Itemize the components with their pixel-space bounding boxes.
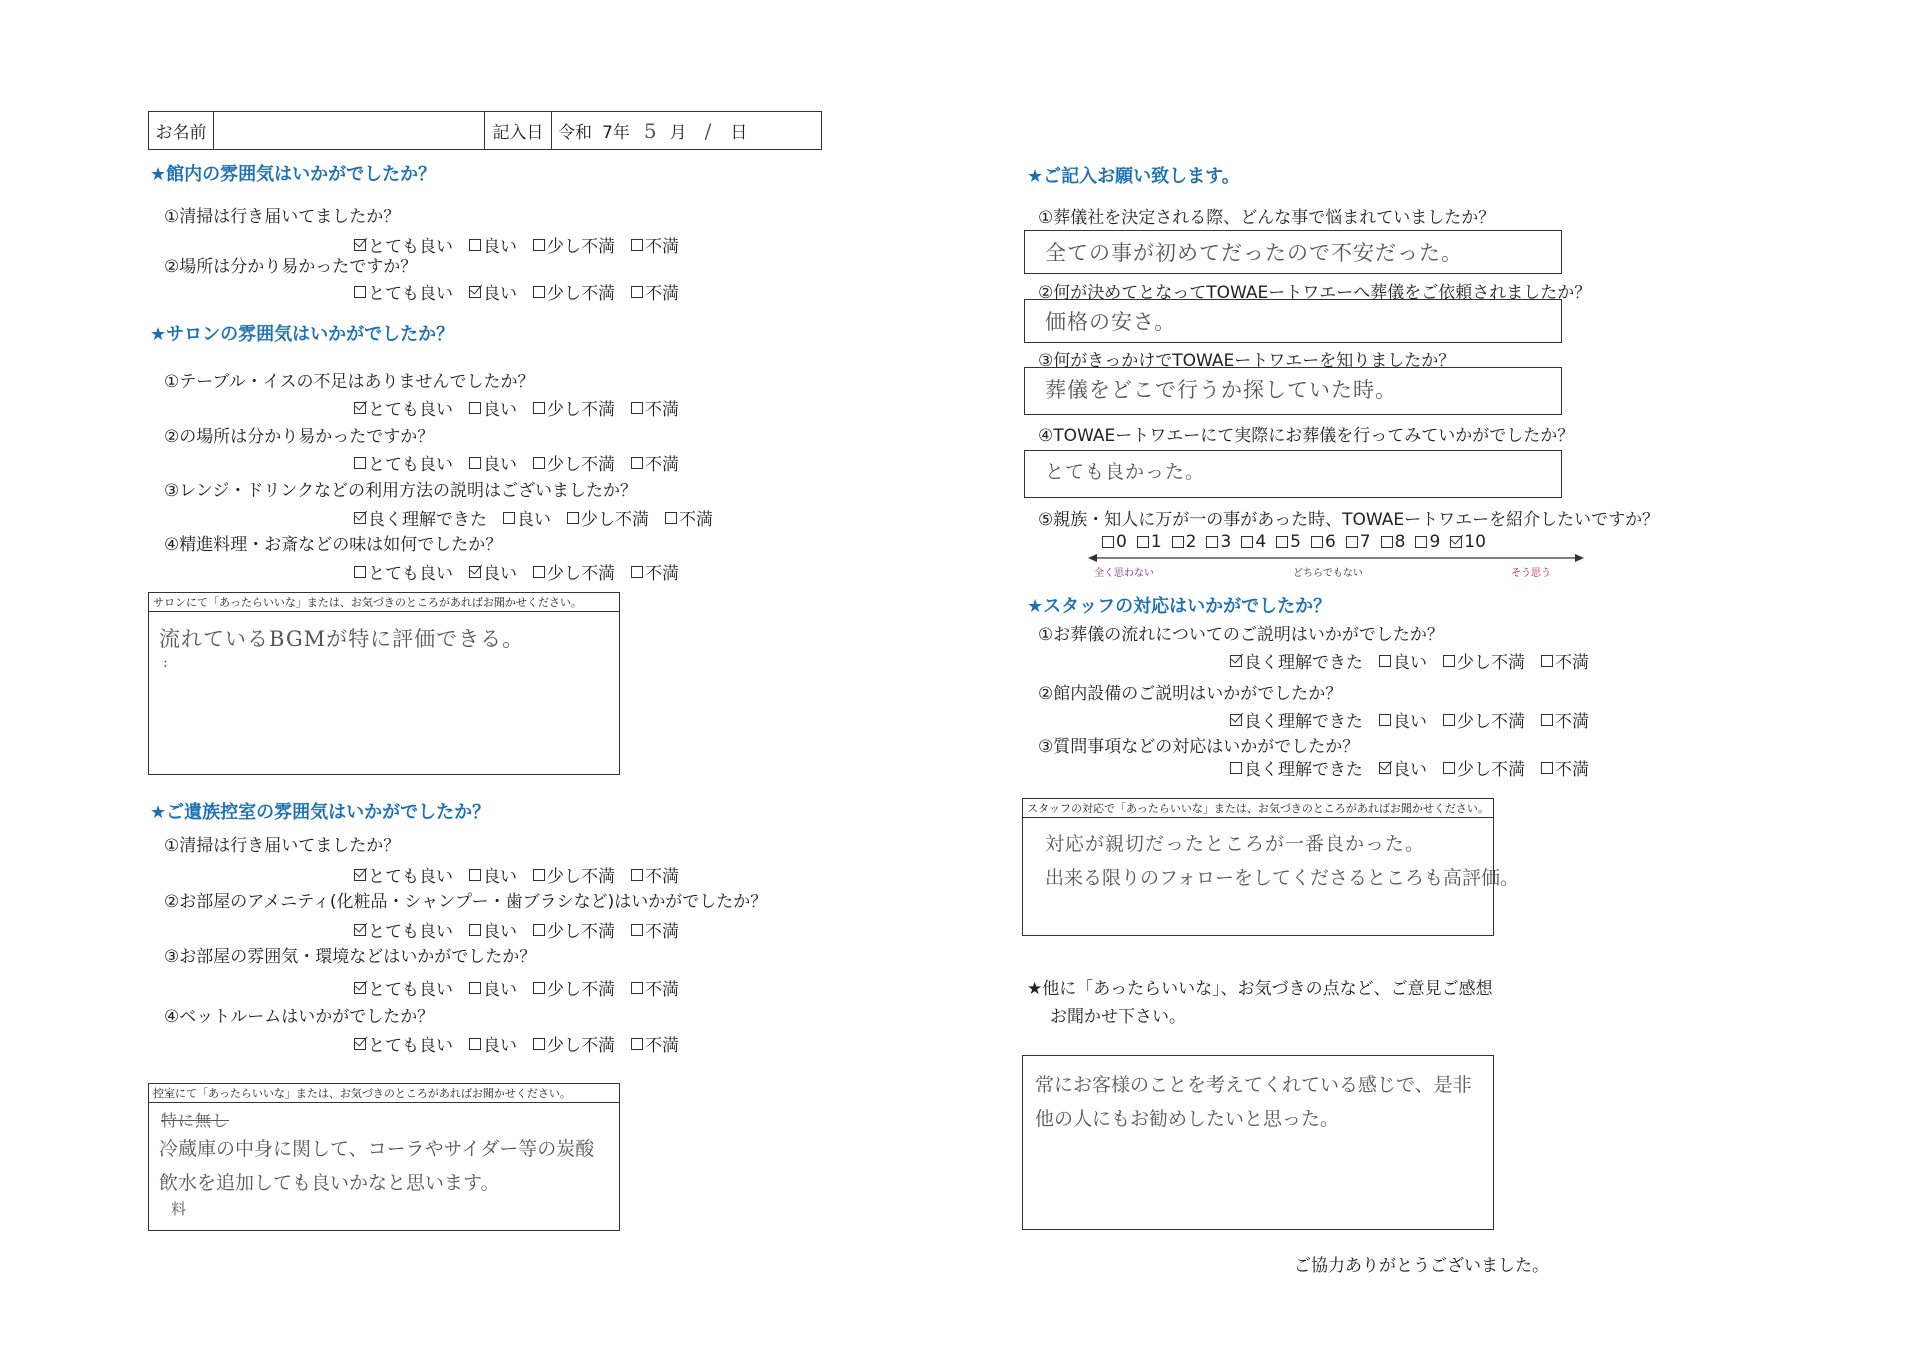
option-item[interactable] [631, 975, 679, 1000]
option-label: とても良い [368, 455, 453, 475]
option-label: 少し不満 [547, 237, 615, 257]
checkbox-icon[interactable] [1381, 536, 1393, 548]
scale-option-label: 10 [1464, 532, 1486, 552]
question-salon-q3: ③レンジ・ドリンクなどの利用方法の説明はございましたか？ [164, 481, 638, 501]
answer-box-q4[interactable] [1024, 450, 1562, 498]
rating-scale [1088, 530, 1584, 578]
option-item[interactable] [469, 1031, 517, 1056]
header-form-row [148, 111, 822, 150]
checkbox-icon[interactable] [354, 869, 366, 881]
options-family-q1 [354, 862, 695, 887]
day-value: / [704, 118, 713, 143]
option-label: 不満 [1555, 760, 1589, 780]
scale-option[interactable] [1102, 532, 1127, 552]
checkbox-icon[interactable] [533, 286, 545, 298]
options-salon-q1 [354, 395, 695, 420]
other-comment-line1: 常にお客様のことを考えてくれている感じで、是非 [1035, 1074, 1472, 1096]
family-comment-line1: 冷蔵庫の中身に関して、コーラやサイダー等の炭酸 [159, 1138, 595, 1160]
checkbox-icon[interactable] [354, 239, 366, 251]
option-label: 良い [483, 455, 517, 475]
option-item[interactable] [533, 917, 615, 942]
answer-box-q2[interactable] [1024, 299, 1562, 343]
family-comment-header: 控室にて「あったらいいな」または、お気づきのところがあればお聞かせください。 [149, 1084, 619, 1103]
option-item[interactable] [469, 559, 517, 584]
family-comment-strikethrough: 特に無し [161, 1111, 230, 1130]
checkbox-icon[interactable] [469, 239, 481, 251]
checkbox-icon[interactable] [533, 869, 545, 881]
option-item[interactable] [631, 917, 679, 942]
section-title-staff: ★スタッフの対応はいかがでしたか？ [1027, 596, 1332, 617]
question-hall-q1: ①清掃は行き届いてましたか？ [164, 207, 401, 227]
checkbox-icon[interactable] [1541, 655, 1553, 667]
option-item[interactable] [665, 505, 713, 530]
scale-option[interactable] [1137, 532, 1162, 552]
question-family-q3: ③お部屋の雰囲気・環境などはいかがでしたか？ [164, 947, 537, 967]
staff-comment-line2: 出来る限りのフォローをしてくださるところも高評価。 [1045, 867, 1520, 889]
option-item[interactable] [533, 862, 615, 887]
option-item[interactable] [1230, 648, 1363, 673]
name-label: お名前 [149, 112, 214, 149]
option-item[interactable] [1230, 707, 1363, 732]
option-item[interactable] [631, 232, 679, 257]
option-item[interactable] [1230, 755, 1363, 780]
checkbox-icon[interactable] [1443, 655, 1455, 667]
checkbox-icon[interactable] [1379, 762, 1391, 774]
checkbox-icon[interactable] [354, 402, 366, 414]
date-field[interactable] [552, 112, 821, 149]
option-label: 不満 [645, 237, 679, 257]
scale-label-low: 全く思わない [1094, 568, 1154, 579]
answer-q1: 全ての事が初めてだったので不安だった。 [1045, 241, 1463, 265]
scale-option[interactable] [1241, 532, 1266, 552]
option-label: 良い [483, 237, 517, 257]
option-item[interactable] [1541, 648, 1589, 673]
option-item[interactable] [533, 395, 615, 420]
option-item[interactable] [631, 1031, 679, 1056]
option-label: 良い [483, 284, 517, 304]
scale-option[interactable] [1172, 532, 1197, 552]
family-comment-box[interactable] [148, 1083, 620, 1231]
option-label: 不満 [645, 564, 679, 584]
option-item[interactable] [1379, 755, 1427, 780]
question-salon-q1: ①テーブル・イスの不足はありませんでしたか？ [164, 372, 535, 392]
staff-comment-box[interactable] [1022, 798, 1520, 936]
checkbox-icon[interactable] [1541, 762, 1553, 774]
day-unit: 日 [730, 123, 748, 143]
checkbox-icon[interactable] [354, 512, 366, 524]
scale-option-label: 6 [1324, 532, 1336, 552]
option-item[interactable] [533, 559, 615, 584]
options-staff-q2 [1230, 707, 1605, 732]
option-label: 少し不満 [547, 564, 615, 584]
option-label: 良く理解できた [1244, 653, 1363, 673]
options-salon-q2 [354, 450, 695, 475]
option-label: 良い [1393, 653, 1427, 673]
checkbox-icon[interactable] [354, 924, 366, 936]
option-item[interactable] [533, 975, 615, 1000]
checkbox-icon[interactable] [1450, 536, 1462, 548]
option-item[interactable] [533, 1031, 615, 1056]
checkbox-icon[interactable] [469, 566, 481, 578]
option-label: 良い [483, 1036, 517, 1056]
option-label: 良い [517, 510, 551, 530]
answer-q3: 葬儀をどこで行うか探していた時。 [1045, 378, 1397, 402]
checkbox-icon[interactable] [1230, 655, 1242, 667]
option-label: とても良い [368, 564, 453, 584]
option-label: 少し不満 [547, 455, 615, 475]
options-salon-q4 [354, 559, 695, 584]
option-label: 不満 [1555, 712, 1589, 732]
checkbox-icon[interactable] [533, 924, 545, 936]
question-staff-q3: ③質問事項などの対応はいかがでしたか？ [1038, 737, 1360, 757]
option-label: 良い [483, 400, 517, 420]
option-item[interactable] [1443, 707, 1525, 732]
option-item[interactable] [631, 450, 679, 475]
option-label: 少し不満 [547, 867, 615, 887]
question-staff-q2: ②館内設備のご説明はいかがでしたか？ [1038, 684, 1343, 704]
checkbox-icon[interactable] [469, 982, 481, 994]
scale-option[interactable] [1276, 532, 1301, 552]
checkbox-icon[interactable] [1206, 536, 1218, 548]
thanks-message: ご協力ありがとうございました。 [1294, 1256, 1549, 1276]
option-item[interactable] [469, 862, 517, 887]
salon-comment-line1: 流れているBGMが特に評価できる。 [159, 627, 525, 651]
checkbox-icon[interactable] [567, 512, 579, 524]
option-item[interactable] [469, 917, 517, 942]
checkbox-icon[interactable] [1172, 536, 1184, 548]
checkbox-icon[interactable] [533, 566, 545, 578]
checkbox-icon[interactable] [1102, 536, 1114, 548]
checkbox-icon[interactable] [631, 566, 643, 578]
option-label: 良く理解できた [1244, 760, 1363, 780]
checkbox-icon[interactable] [354, 457, 366, 469]
checkbox-icon[interactable] [1311, 536, 1323, 548]
answer-box-q1[interactable] [1024, 230, 1562, 274]
option-label: 不満 [645, 400, 679, 420]
option-item[interactable] [354, 450, 453, 475]
option-item[interactable] [533, 279, 615, 304]
option-label: 不満 [645, 284, 679, 304]
checkbox-icon[interactable] [354, 286, 366, 298]
checkbox-icon[interactable] [533, 457, 545, 469]
checkbox-icon[interactable] [631, 924, 643, 936]
option-label: 良く理解できた [368, 510, 487, 530]
section-title-hall: ★館内の雰囲気はいかがでしたか？ [150, 164, 437, 185]
checkbox-icon[interactable] [354, 982, 366, 994]
question-family-q2: ②お部屋のアメニティ(化粧品・シャンプー・歯ブラシなど)はいかがでしたか？ [164, 892, 768, 912]
option-label: 不満 [645, 922, 679, 942]
checkbox-icon[interactable] [1379, 655, 1391, 667]
checkbox-icon[interactable] [533, 239, 545, 251]
option-item[interactable] [567, 505, 649, 530]
option-label: 少し不満 [1457, 760, 1525, 780]
question-request-q3: ③何がきっかけでTOWAEートワエーを知りましたか？ [1038, 351, 1456, 371]
scale-option[interactable] [1381, 532, 1406, 552]
option-label: とても良い [368, 400, 453, 420]
option-item[interactable] [631, 862, 679, 887]
option-label: 良い [1393, 712, 1427, 732]
option-item[interactable] [1541, 755, 1589, 780]
era-label: 令和 [558, 123, 592, 143]
option-item[interactable] [354, 505, 487, 530]
scale-option-label: 5 [1290, 532, 1301, 552]
option-label: 少し不満 [581, 510, 649, 530]
checkbox-icon[interactable] [1241, 536, 1253, 548]
question-request-q4: ④TOWAEートワエーにて実際にお葬儀を行ってみていかがでしたか？ [1038, 426, 1575, 446]
option-item[interactable] [469, 395, 517, 420]
section-title-family-room: ★ご遺族控室の雰囲気はいかがでしたか？ [150, 802, 491, 823]
option-item[interactable] [1379, 648, 1427, 673]
option-item[interactable] [354, 1031, 453, 1056]
checkbox-icon[interactable] [469, 457, 481, 469]
question-request-q5: ⑤親族・知人に万が一の事があった時、TOWAEートワエーを紹介したいですか？ [1038, 510, 1660, 530]
question-salon-q2: ②の場所は分かり易かったですか？ [164, 427, 435, 447]
option-item[interactable] [354, 279, 453, 304]
rating-scale-options [1102, 532, 1496, 552]
checkbox-icon[interactable] [631, 286, 643, 298]
checkbox-icon[interactable] [1276, 536, 1288, 548]
option-item[interactable] [354, 395, 453, 420]
checkbox-icon[interactable] [354, 1038, 366, 1050]
option-label: 良い [1393, 760, 1427, 780]
checkbox-icon[interactable] [631, 1038, 643, 1050]
scale-option-label: 3 [1220, 532, 1232, 552]
question-request-q1: ①葬儀社を決定される際、どんな事で悩まれていましたか？ [1038, 208, 1496, 228]
answer-q4: とても良かった。 [1045, 461, 1206, 483]
option-label: とても良い [368, 867, 453, 887]
scale-option[interactable] [1311, 532, 1336, 552]
checkbox-icon[interactable] [631, 982, 643, 994]
salon-comment-line2: : [163, 655, 169, 671]
option-label: とても良い [368, 922, 453, 942]
option-label: 良く理解できた [1244, 712, 1363, 732]
options-staff-q3 [1230, 755, 1605, 780]
section-title-other-line2: お聞かせ下さい。 [1050, 1007, 1186, 1027]
month-unit: 月 [669, 123, 687, 143]
option-label: とても良い [368, 980, 453, 1000]
option-item[interactable] [354, 975, 453, 1000]
option-item[interactable] [1443, 648, 1525, 673]
option-label: 少し不満 [1457, 653, 1525, 673]
section-title-request: ★ご記入お願い致します。 [1027, 166, 1240, 187]
checkbox-icon[interactable] [533, 982, 545, 994]
scale-label-mid: どちらでもない [1293, 568, 1363, 579]
option-label: 少し不満 [547, 980, 615, 1000]
checkbox-icon[interactable] [469, 924, 481, 936]
option-label: 良い [483, 867, 517, 887]
option-label: 良い [483, 922, 517, 942]
option-label: 不満 [645, 980, 679, 1000]
scale-option[interactable] [1415, 532, 1440, 552]
option-label: とても良い [368, 237, 453, 257]
other-comment-box[interactable] [1022, 1055, 1494, 1230]
checkbox-icon[interactable] [503, 512, 515, 524]
staff-comment-line1: 対応が親切だったところが一番良かった。 [1045, 833, 1426, 855]
options-salon-q3 [354, 505, 729, 530]
options-family-q4 [354, 1031, 695, 1056]
staff-comment-header: スタッフの対応で「あったらいいな」または、お気づきのところがあればお聞かせください。 [1023, 799, 1493, 818]
checkbox-icon[interactable] [469, 402, 481, 414]
option-label: 不満 [645, 867, 679, 887]
option-label: 良い [483, 980, 517, 1000]
option-item[interactable] [631, 395, 679, 420]
option-label: 少し不満 [547, 1036, 615, 1056]
year-label: 7年 [602, 123, 630, 143]
question-hall-q2: ②場所は分かり易かったですか？ [164, 257, 418, 277]
month-value: 5 [643, 118, 658, 143]
checkbox-icon[interactable] [469, 869, 481, 881]
rating-scale-arrow [1088, 552, 1584, 564]
scale-option-label: 7 [1359, 532, 1371, 552]
option-label: 不満 [679, 510, 713, 530]
checkbox-icon[interactable] [1230, 762, 1242, 774]
option-label: 少し不満 [547, 284, 615, 304]
option-item[interactable] [503, 505, 551, 530]
date-label: 記入日 [485, 112, 552, 149]
checkbox-icon[interactable] [1230, 714, 1242, 726]
option-label: 良い [483, 564, 517, 584]
option-item[interactable] [469, 232, 517, 257]
options-family-q2 [354, 917, 695, 942]
question-staff-q1: ①お葬儀の流れについてのご説明はいかがでしたか？ [1038, 625, 1444, 645]
checkbox-icon[interactable] [469, 1038, 481, 1050]
option-label: とても良い [368, 1036, 453, 1056]
question-family-q4: ④ベットルームはいかがでしたか？ [164, 1007, 435, 1027]
question-request-q2: ②何が決めてとなってTOWAEートワエーへ葬儀をご依頼されましたか？ [1038, 283, 1592, 303]
checkbox-icon[interactable] [354, 566, 366, 578]
option-label: 少し不満 [547, 400, 615, 420]
option-item[interactable] [1443, 755, 1525, 780]
option-item[interactable] [469, 975, 517, 1000]
option-label: 少し不満 [547, 922, 615, 942]
option-label: 不満 [645, 455, 679, 475]
checkbox-icon[interactable] [631, 239, 643, 251]
checkbox-icon[interactable] [1443, 714, 1455, 726]
answer-q2: 価格の安さ。 [1045, 310, 1177, 334]
option-label: 不満 [645, 1036, 679, 1056]
checkbox-icon[interactable] [1137, 536, 1149, 548]
checkbox-icon[interactable] [1346, 536, 1358, 548]
scale-option-label: 1 [1150, 532, 1162, 552]
option-item[interactable] [631, 559, 679, 584]
question-salon-q4: ④精進料理・お斎などの味は如何でしたか？ [164, 535, 503, 555]
option-label: とても良い [368, 284, 453, 304]
option-label: 少し不満 [1457, 712, 1525, 732]
checkbox-icon[interactable] [469, 286, 481, 298]
section-title-salon: ★サロンの雰囲気はいかがでしたか？ [150, 324, 455, 345]
answer-box-q3[interactable] [1024, 367, 1562, 415]
options-family-q3 [354, 975, 695, 1000]
scale-option-label: 4 [1255, 532, 1267, 552]
option-item[interactable] [354, 862, 453, 887]
family-comment-insert: 料 [171, 1200, 188, 1218]
option-item[interactable] [533, 450, 615, 475]
other-comment-line2: 他の人にもお勧めしたいと思った。 [1035, 1108, 1340, 1130]
option-item[interactable] [469, 279, 517, 304]
options-hall-q2 [354, 279, 695, 304]
scale-label-high: そう思う [1511, 568, 1551, 579]
salon-comment-header: サロンにて「あったらいいな」または、お気づきのところがあればお聞かせください。 [149, 593, 619, 612]
checkbox-icon[interactable] [1443, 762, 1455, 774]
checkbox-icon[interactable] [665, 512, 677, 524]
scale-option-label: 8 [1394, 532, 1406, 552]
options-staff-q1 [1230, 648, 1605, 673]
option-item[interactable] [533, 232, 615, 257]
checkbox-icon[interactable] [533, 402, 545, 414]
option-item[interactable] [1379, 707, 1427, 732]
question-family-q1: ①清掃は行き届いてましたか？ [164, 836, 401, 856]
checkbox-icon[interactable] [1541, 714, 1553, 726]
scale-option-label: 9 [1429, 532, 1441, 552]
checkbox-icon[interactable] [631, 457, 643, 469]
name-field[interactable] [214, 112, 485, 149]
scale-option-label: 0 [1116, 532, 1127, 552]
section-title-other-line1: ★他に「あったらいいな」、お気づきの点など、ご意見ご感想 [1027, 979, 1493, 999]
option-item[interactable] [631, 279, 679, 304]
salon-comment-box[interactable] [148, 592, 620, 775]
family-comment-line2: 飲水を追加しても良いかなと思います。 [159, 1172, 500, 1194]
checkbox-icon[interactable] [631, 869, 643, 881]
checkbox-icon[interactable] [1379, 714, 1391, 726]
option-item[interactable] [1541, 707, 1589, 732]
scale-option-label: 2 [1185, 532, 1197, 552]
checkbox-icon[interactable] [631, 402, 643, 414]
checkbox-icon[interactable] [1415, 536, 1427, 548]
option-label: 不満 [1555, 653, 1589, 673]
option-item[interactable] [354, 917, 453, 942]
option-item[interactable] [354, 559, 453, 584]
option-item[interactable] [469, 450, 517, 475]
scale-option[interactable] [1206, 532, 1231, 552]
scale-option[interactable] [1450, 532, 1486, 552]
scale-option[interactable] [1346, 532, 1371, 552]
checkbox-icon[interactable] [533, 1038, 545, 1050]
